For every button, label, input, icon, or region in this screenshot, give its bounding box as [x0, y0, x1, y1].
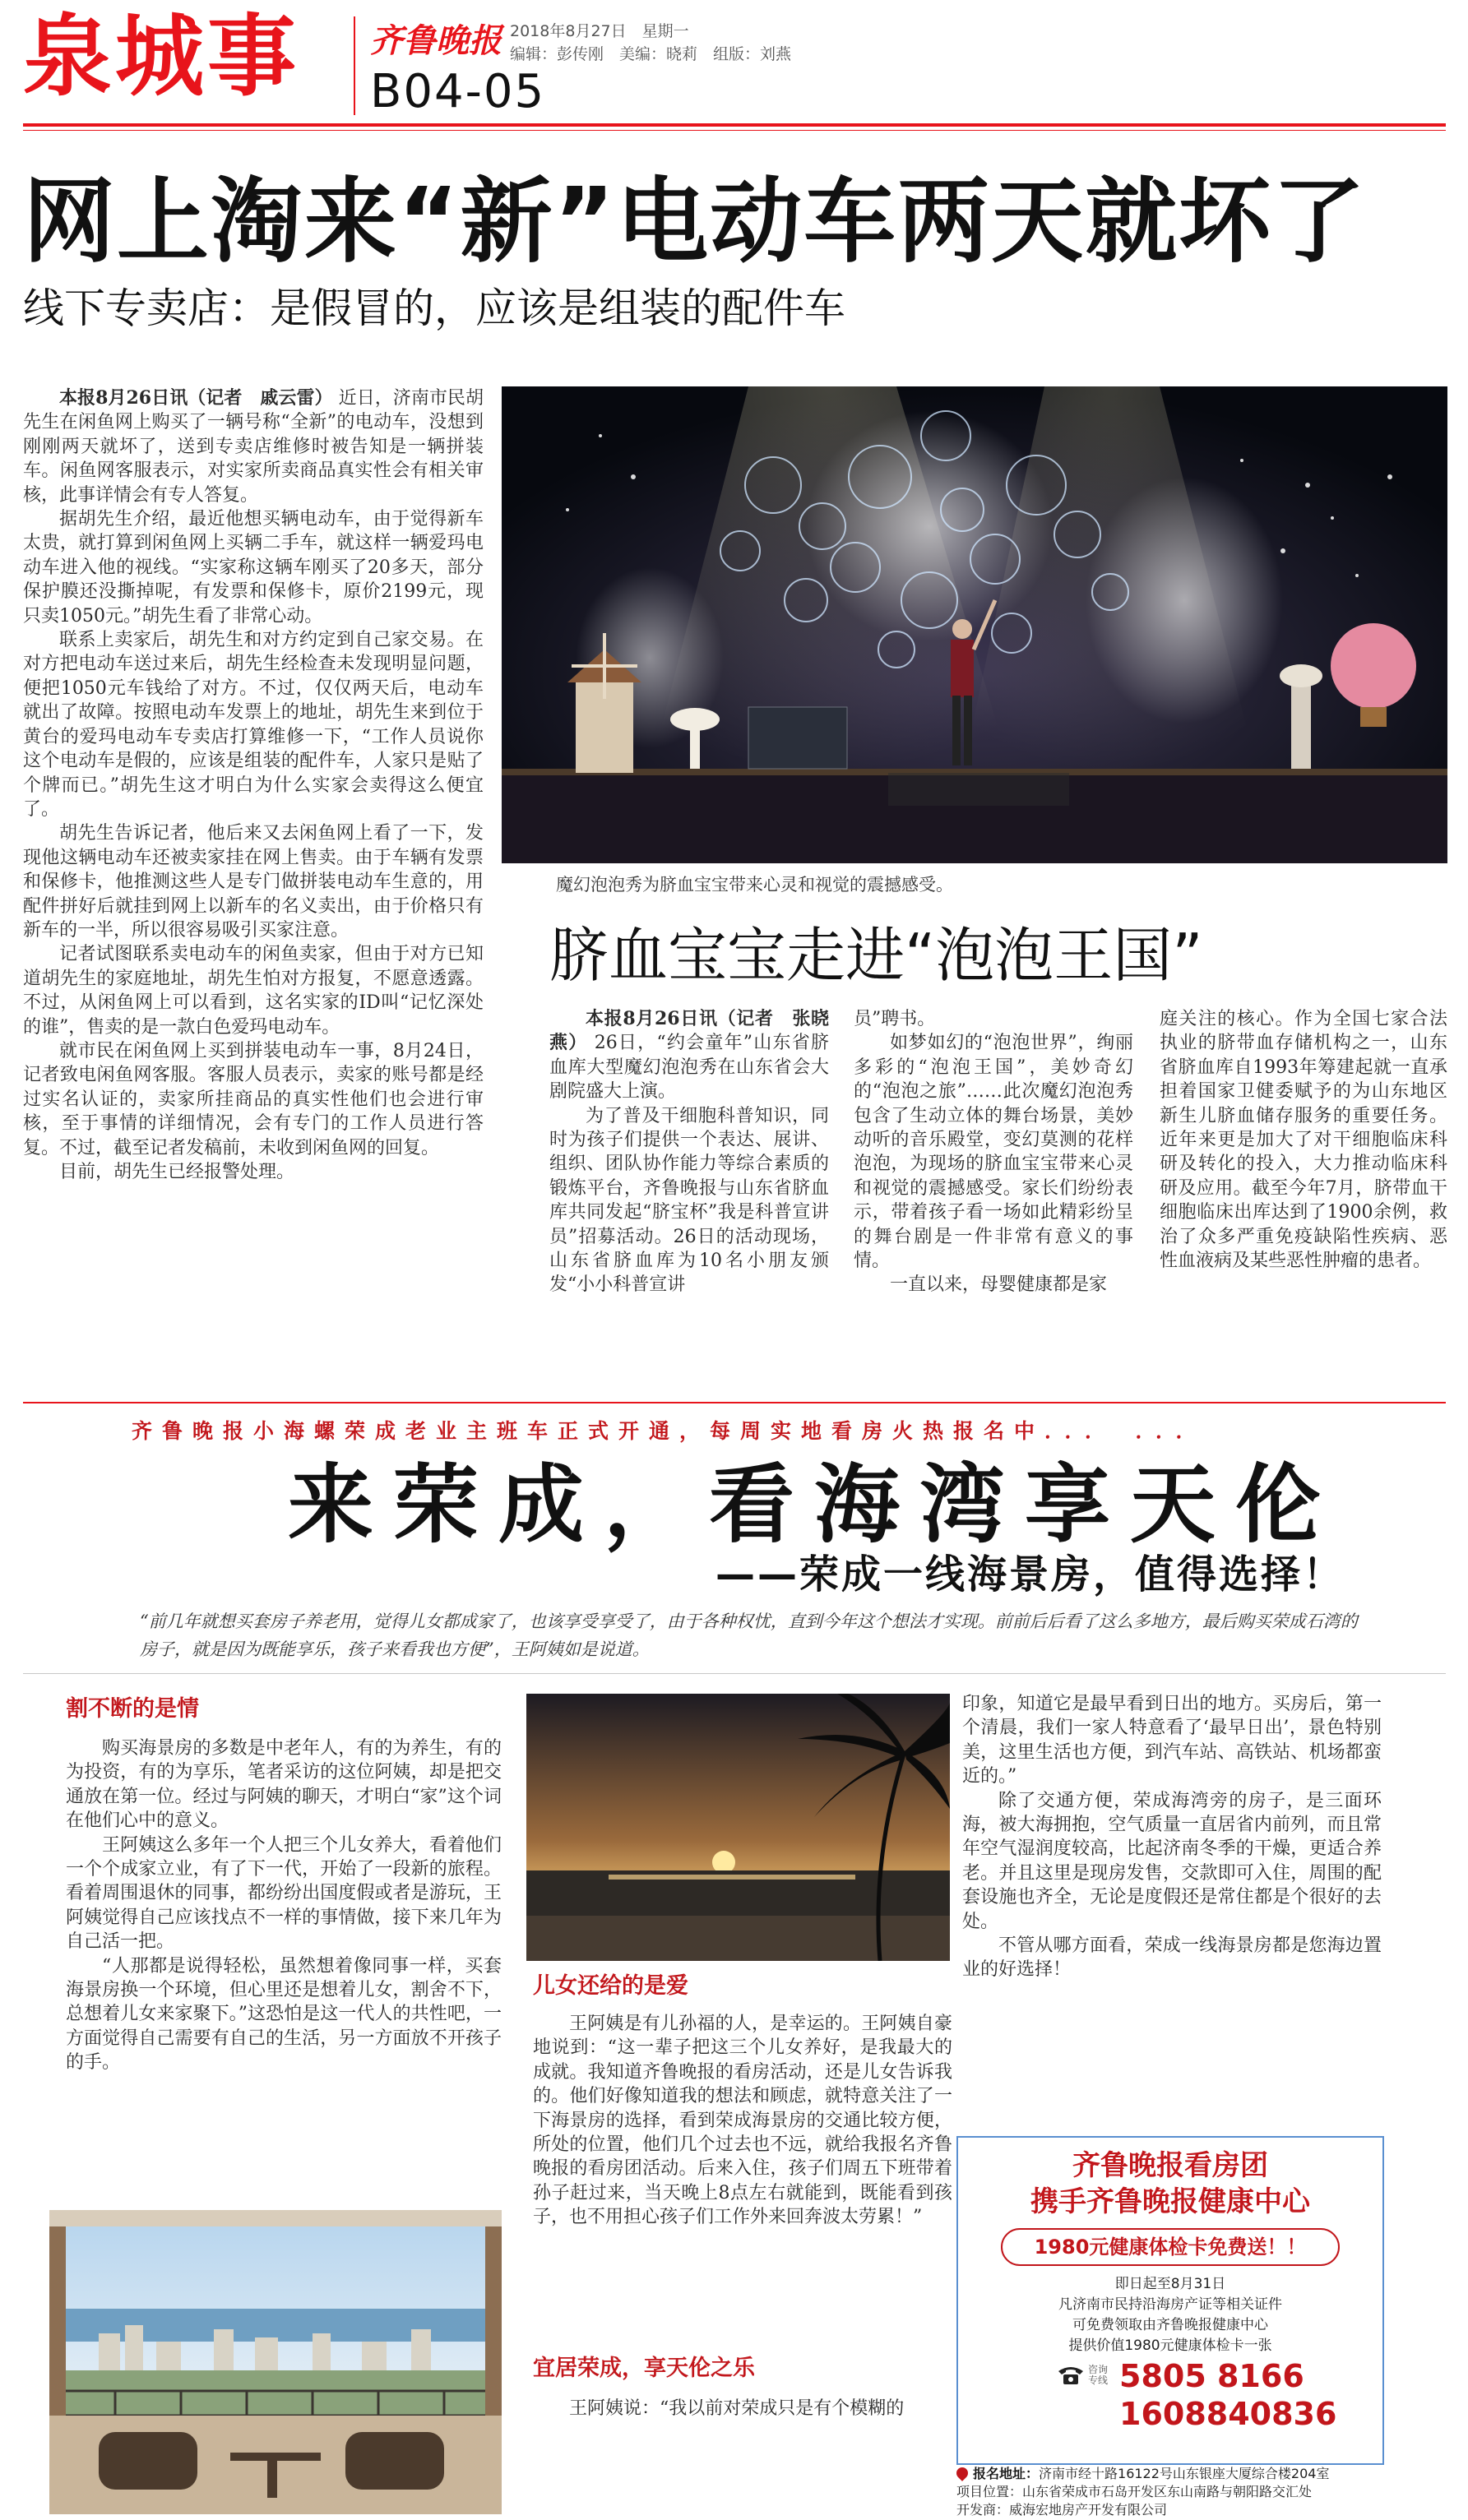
ad-subheadline: ——荣成一线海景房，值得选择！: [715, 1551, 1345, 1598]
date-line: 2018年8月27日 星期一: [510, 22, 689, 40]
ad-paragraph: 除了交通方便，荣成海湾旁的房子，是三面环海，被大海拥抱，空气质量一直居省内前列，而且常年空气湿润度较高，比起济南冬季的干燥，更适合养老。并且这里是现房发售，交款即可入住，周围的配套设施也齐全，无论是度假还是常住都是个很好的去处。: [962, 1790, 1382, 1932]
story2-column-3: [1160, 1007, 1447, 1385]
story1-paragraph: 目前，胡先生已经报警处理。: [59, 1162, 295, 1182]
photo-caption: 魔幻泡泡秀为脐血宝宝带来心灵和视觉的震撼感受。: [502, 863, 1447, 906]
section-title: 泉城事: [23, 6, 300, 109]
promo-details: 即日起至8月31日 凡济南市民持沿海房产证等相关证件 可免费领取由齐鲁晚报健康中心 提供价值1980元健康体检卡一张: [1058, 2276, 1282, 2354]
ad-paragraph: 王阿姨是有儿孙福的人，是幸运的。王阿姨自豪地说到：“这一辈子把这三个儿女养好，是我最大的成就。我知道齐鲁晚报的看房活动，还是儿女告诉我的。他们好像知道我的想法和顾虑，就特意关注了一下海景房的选择，看到荣成海景房的交通比较方便，所处的位置，他们几个过去也不远，就给我报名齐鲁晚报的看房团活动。后来入住，孩子们周五下班带着孙子赶过来，当天晚上8点左右就能到，既能看到孩子，也不用担心孩子们工作外来回奔波太劳累！”: [533, 2014, 952, 2228]
phone-label: 咨询专线: [1088, 2364, 1109, 2386]
ad-divider: [23, 1673, 1446, 1674]
phone-number-1: 5805 8166: [1119, 2358, 1304, 2394]
ad-strip: 齐鲁晚报小海螺荣成老业主班车正式开通，每周实地看房火热报名中．．． ．．．: [132, 1419, 1206, 1443]
ad-paragraph: 王阿姨这么多年一个人把三个儿女养大，看着他们一个个成家立业，有了下一代，开始了一段新的旅程。看着周围退休的同事，都纷纷出国度假或者是游玩，王阿姨觉得自己应该找点不一样的事情做，接下来几年为自己活一把。: [66, 1834, 502, 1953]
ad-headline: 来荣成，看海湾享天伦: [288, 1454, 1341, 1555]
story2-paragraph: 庭关注的核心。作为全国七家合法执业的脐带血存储机构之一，山东省脐血库自1993年筹建起就一直承担着国家卫健委赋予的为山东地区新生儿脐血储存服务的重要任务。近年来更是加大了对干细胞临床科研及转化的投入，大力推动临床科研及应用。截至今年7月，脐带血干细胞临床出库达到了1900余例，救治了众多严重免疫缺陷性疾病、恶性血液病及某些恶性肿瘤的患者。: [1160, 1009, 1447, 1272]
story1-paragraph: 胡先生告诉记者，他后来又去闲鱼网上看了一下，发现他这辆电动车还被卖家挂在网上售卖。由于车辆有发票和保修卡，他推测这些人是专门做拼装电动车生意的，用配件拼好后就挂到网上以新车的名义卖出，由于价格只有新车的一半，所以很容易吸引买家注意。: [23, 823, 484, 941]
ad-paragraph: 王阿姨说：“我以前对荣成只是有个模糊的: [569, 2398, 905, 2419]
signup-address-line: 报名地址：济南市经十路16122号山东银座大厦综合楼204室: [956, 2465, 1384, 2483]
story2-dateline: 本报8月26日讯（记者 张晓燕）: [549, 1008, 829, 1054]
story1-subheadline: 线下专卖店：是假冒的，应该是组装的配件车: [23, 284, 845, 332]
location-pin-icon: [954, 2465, 970, 2481]
ad-intro: “前几年就想买套房子养老用，觉得儿女都成家了，也该享受享受了，由于各种权忧，直到今年这个想法才实现。前前后后看了这么多地方，最后购买荣成石湾的房子，就是因为既能享乐，孩子来看我也方便”，王阿姨如是说道。: [140, 1611, 1358, 1659]
phone-number-2: 1608840836: [1119, 2396, 1337, 2432]
developer-line: 开发商：威海宏地房产开发有限公司: [956, 2502, 1168, 2518]
ad-section-a-title: 割不断的是情: [66, 1696, 199, 1722]
masthead-meta: [510, 20, 791, 66]
section-separator: [23, 1402, 1446, 1403]
promo-title: 齐鲁晚报看房团: [1072, 2149, 1268, 2182]
story2-column-2: [854, 1007, 1133, 1385]
story2-headline: 脐血宝宝走进“泡泡王国”: [549, 921, 1203, 990]
promo-footer: [956, 2465, 1384, 2519]
ad-paragraph: 购买海景房的多数是中老年人，有的为养生，有的为投资，有的为享乐，笔者采访的这位阿姨，却是把交通放在第一位。经过与阿姨的聊天，才明白“家”这个词在他们心中的意义。: [66, 1738, 502, 1832]
story1-body: [23, 386, 484, 1398]
telephone-icon: [1057, 2365, 1085, 2386]
story1-paragraph: 就市民在闲鱼网上买到拼装电动车一事，8月24日，记者致电闲鱼网客服。客服人员表示，卖家的账号都是经过实名认证的，卖家所挂商品的真实性他们也会进行审核，至于事情的详细情况，会有专门的工作人员进行答复。不过，截至记者发稿前，未收到闲鱼网的回复。: [23, 1040, 484, 1158]
ad-paragraph: 印象，知道它是最早看到日出的地方。买房后，第一个清晨，我们一家人特意看了‘最早日出’，景色特别美，这里生活也方便，到汽车站、高铁站、机场都蛮近的。”: [962, 1694, 1382, 1787]
ad-section-a-body: [66, 1736, 502, 2197]
balcony-sea-view-illustration: [49, 2210, 502, 2514]
sunset-beach-photo: [526, 1694, 950, 1961]
masthead-divider: [354, 16, 355, 115]
ad-section-b-body: [533, 2012, 952, 2333]
promo-subtitle: 携手齐鲁晚报健康中心: [1030, 2185, 1310, 2218]
promo-box: [956, 2136, 1384, 2465]
story1-paragraph: 记者试图联系卖电动车的闲鱼卖家，但由于对方已知道胡先生的家庭地址，胡先生怕对方报复，不愿意透露。不过，从闲鱼网上可以看到，这名实家的ID叫“记忆深处的谁”，售卖的是一款白色爱玛电动车。: [23, 944, 484, 1038]
ad-column-right: [962, 1692, 1382, 2136]
story2-paragraph: 如梦如幻的“泡泡世界”，绚丽多彩的“泡泡王国”，美妙奇幻的“泡泡之旅”……此次魔幻泡泡秀包含了生动立体的舞台场景，美妙动听的音乐殿堂，变幻莫测的花样泡泡，为现场的脐血宝宝带来心灵和视觉的震撼感受。家长们纷纷表示，带着孩子看一场如此精彩纷呈的舞台剧是一件非常有意义的事情。: [854, 1033, 1133, 1272]
editors-line: 编辑：彭传刚 美编：晓莉 组版：刘燕: [510, 45, 792, 63]
paper-logo: 齐鲁晚报: [370, 21, 502, 60]
ad-paragraph: 不管从哪方面看，荣成一线海景房都是您海边置业的好选择！: [962, 1935, 1382, 1981]
story2-paragraph: 为了普及干细胞科普知识，同时为孩子们提供一个表达、展讲、组织、团队协作能力等综合素质的锻炼平台，齐鲁晚报与山东省脐血库共同发起“脐宝杯”我是科普宣讲员”招募活动。26日的活动现场，山东省脐血库为10名小朋友颁发“小小科普宣讲: [549, 1105, 829, 1296]
masthead-rule-thin: [23, 130, 1446, 131]
story1-paragraph: 本报8月26日讯（记者 戚云雷） 近日，济南市民胡先生在闲鱼网上购买了一辆号称“全新”的电动车，没想到刚刚两天就坏了，送到专卖店维修时被告知是一辆拼装车。闲鱼网客服表示，对实家所卖商品真实性会有相关审核，此事详情会有专人答复。: [23, 387, 484, 506]
ad-section-b-title: 儿女还给的是爱: [533, 1973, 688, 1999]
ad-section-c-title: 宜居荣成，享天伦之乐: [533, 2356, 755, 2381]
page-number: B04-05: [370, 65, 546, 118]
story2-paragraph: 一直以来，母婴健康都是家: [890, 1274, 1108, 1296]
story1-dateline: 本报8月26日讯（记者 戚云雷）: [59, 387, 333, 409]
ad-section-c-body: [533, 2397, 952, 2495]
bubble-show-illustration: [502, 386, 1447, 863]
masthead-rule: [23, 123, 1446, 127]
promo-offer-band: 1980元健康体检卡免费送！！: [1001, 2228, 1340, 2266]
story1-paragraph: 据胡先生介绍，最近他想买辆电动车，由于觉得新车太贵，就打算到闲鱼网上买辆二手车，就这样一辆爱玛电动车进入他的视线。“实家称这辆车刚买了20多天，部分保护膜还没撕掉呢，有发票和保修卡，原价2199元，现只卖1050元。”胡先生看了非常心动。: [23, 509, 484, 627]
story2-paragraph: 本报8月26日讯（记者 张晓燕） 26日，“约会童年”山东省脐血库大型魔幻泡泡秀在山东省会大剧院盛大上演。: [549, 1008, 829, 1103]
project-location-line: 项目位置：山东省荣成市石岛开发区东山南路与朝阳路交汇处: [956, 2484, 1313, 2499]
story2-paragraph: 员”聘书。: [854, 1009, 936, 1029]
story1-headline: 网上淘来“新”电动车两天就坏了: [23, 169, 1367, 275]
story1-paragraph: 联系上卖家后，胡先生和对方约定到自己家交易。在对方把电动车送过来后，胡先生经检查未发现明显问题，便把1050元车钱给了对方。不过，仅仅两天后，电动车就出了故障。按照电动车发票上的地址，胡先生来到位于黄台的爱玛电动车专卖店打算维修一下，“工作人员说你这个电动车是假的，应该是组装的配件车，人家只是贴了个牌而已。”胡先生这才明白为什么实家会卖得这么便宜了。: [23, 630, 484, 820]
balcony-photo: [49, 2210, 502, 2514]
bubble-show-photo: [502, 386, 1447, 863]
story2-column-1: [549, 1007, 829, 1385]
sunset-beach-illustration: [526, 1694, 950, 1961]
ad-paragraph: “人那都是说得轻松，虽然想着像同事一样，买套海景房换一个环境，但心里还是想着儿女，割舍不下，总想着儿女来家聚下。”这恐怕是这一代人的共性吧，一方面觉得自己需要有自己的生活，另一方面放不开孩子的手。: [66, 1955, 502, 2074]
